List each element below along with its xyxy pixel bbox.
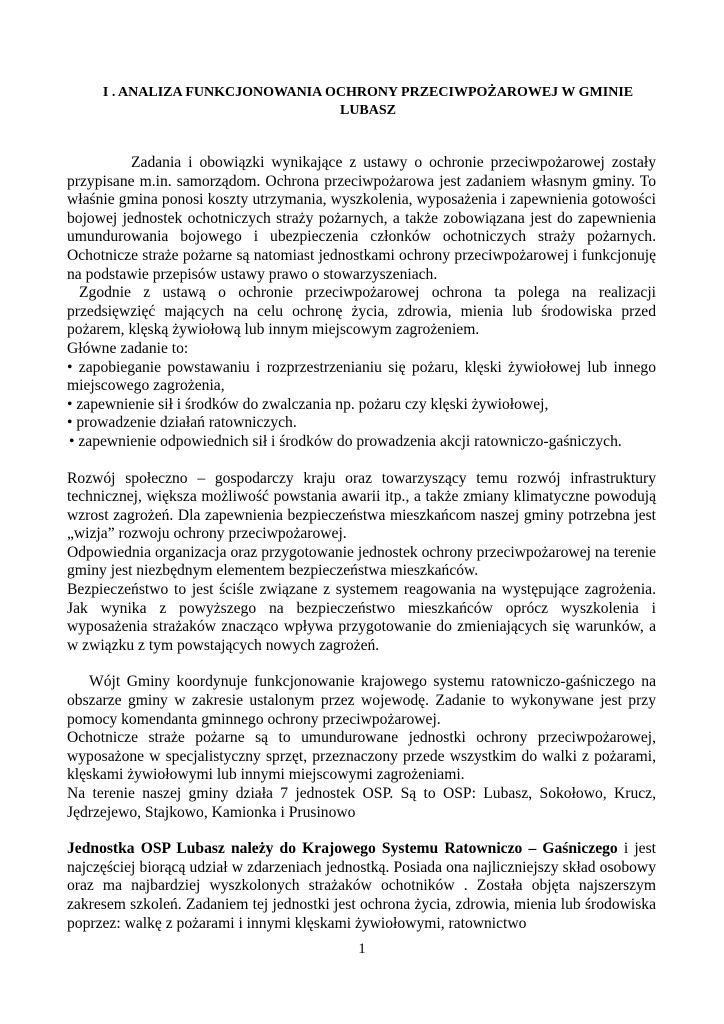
paragraph-wojt: Wójt Gminy koordynuje funkcjonowanie krajowego systemu ratowniczo-gaśniczego na obszarze gminy w zakresie ustalonym przez wojewodę. Zadanie to wykonywane jest przy pomocy komendanta gminnego ochrony przeciwpożarowej. [67,673,656,728]
bullet-item: • zapewnienie odpowiednich sił i środków do prowadzenia akcji ratowniczo-gaśniczych. [69,432,622,450]
document-body [67,154,656,933]
bullet-item: • prowadzenie działań ratowniczych. [67,414,297,432]
document-title: I . ANALIZA FUNKCJONOWANIA OCHRONY PRZECIWPOŻAROWEJ W GMINIE LUBASZ [102,85,634,118]
paragraph-units-list: Na terenie naszej gminy działa 7 jednostek OSP. Są to OSP: Lubasz, Sokołowo, Krucz, Jędrzejewo, Stajkowo, Kamionka i Prusinowo [67,785,656,821]
paragraph-organization: Odpowiednia organizacja oraz przygotowanie jednostek ochrony przeciwpożarowej na terenie gminy jest niezbędnym elementem bezpieczeństwa mieszkańców. [67,543,656,580]
osp-lubasz-bold-text: Jednostka OSP Lubasz należy do Krajowego Systemu Ratowniczo – Gaśniczego [67,840,618,858]
paragraph-duties: Zadania i obowiązki wynikające z ustawy o ochronie przeciwpożarowej zostały przypisane m.in. samorządom. Ochrona przeciwpożarowa jest zadaniem własnym gminy. To właśnie gmina ponosi koszty utrzymania, wyszkolenia, wyposażenia i zapewnienia gotowości bojowej jednostek ochotniczych straży pożarnych, a także zobowiązana jest do zapewnienia umundurowania bojowego i ubezpieczenia członków ochotniczych straży pożarnych. Ochotnicze straże pożarne są natomiast jednostkami ochrony przeciwpożarowej i funkcjonuję na podstawie przepisów ustawy prawo o stowarzyszeniach. [67,154,656,283]
spacer [67,822,656,840]
paragraph-volunteer-brigades: Ochotnicze straże pożarne są to umundurowane jednostki ochrony przeciwpożarowej, wyposażone w specjalistyczny sprzęt, przeznaczony przede wszystkim do walki z pożarami, klęskami żywiołowymi lub innymi miejscowymi zagrożeniami. [67,729,656,784]
spacer [67,655,656,673]
spacer [67,452,656,470]
osp-lubasz-text: i jest najczęściej biorącą udział w zdarzeniach jednostką. Posiada ona najliczniejszy skład osobowy oraz ma najbardziej wyszkolonych strażaków ochotników . Została objęta najszerszym zakresem szkoleń. Zadaniem tej jednostki jest ochrona życia, zdrowia, mienia lub środowiska poprzez: walkę z pożarami i innymi klęskami żywiołowymi, ratownictwo [67,840,656,932]
paragraph-safety: Bezpieczeństwo to jest ściśle związane z systemem reagowania na występujące zagrożenia. Jak wynika z powyższego na bezpieczeństwo mieszkańców oprócz wyszkolenia i wyposażenia strażaków znacząco wpływa przygotowanie do zmieniających się warunków, a w związku z tym powstających nowych zagrożeń. [67,581,656,654]
paragraph-osp-lubasz [67,840,656,933]
paragraph-main-tasks-heading: Główne zadanie to: [67,339,189,357]
paragraph-development: Rozwój społeczno – gospodarczy kraju oraz towarzyszący temu rozwój infrastruktury technicznej, większa możliwość powstania awarii itp., a także zmiany klimatyczne powodują wzrost zagrożeń. Dla zapewnienia bezpieczeństwa mieszkańcom naszej gminy potrzebna jest „wizja” rozwoju ochrony przeciwpożarowej. [67,469,656,543]
page-number: 1 [358,941,366,957]
bullet-item: • zapewnienie sił i środków do zwalczania np. pożaru czy klęski żywiołowej, [67,395,549,413]
bullet-item: • zapobieganie powstawaniu i rozprzestrzenianiu się pożaru, klęski żywiołowej lub innego miejscowego zagrożenia, [67,358,656,395]
paragraph-law: Zgodnie z ustawą o ochronie przeciwpożarowej ochrona ta polega na realizacji przedsięwzięć mających na celu ochronę życia, zdrowia, mienia lub środowiska przed pożarem, klęską żywiołową lub innym miejscowym zagrożeniem. [67,284,656,339]
